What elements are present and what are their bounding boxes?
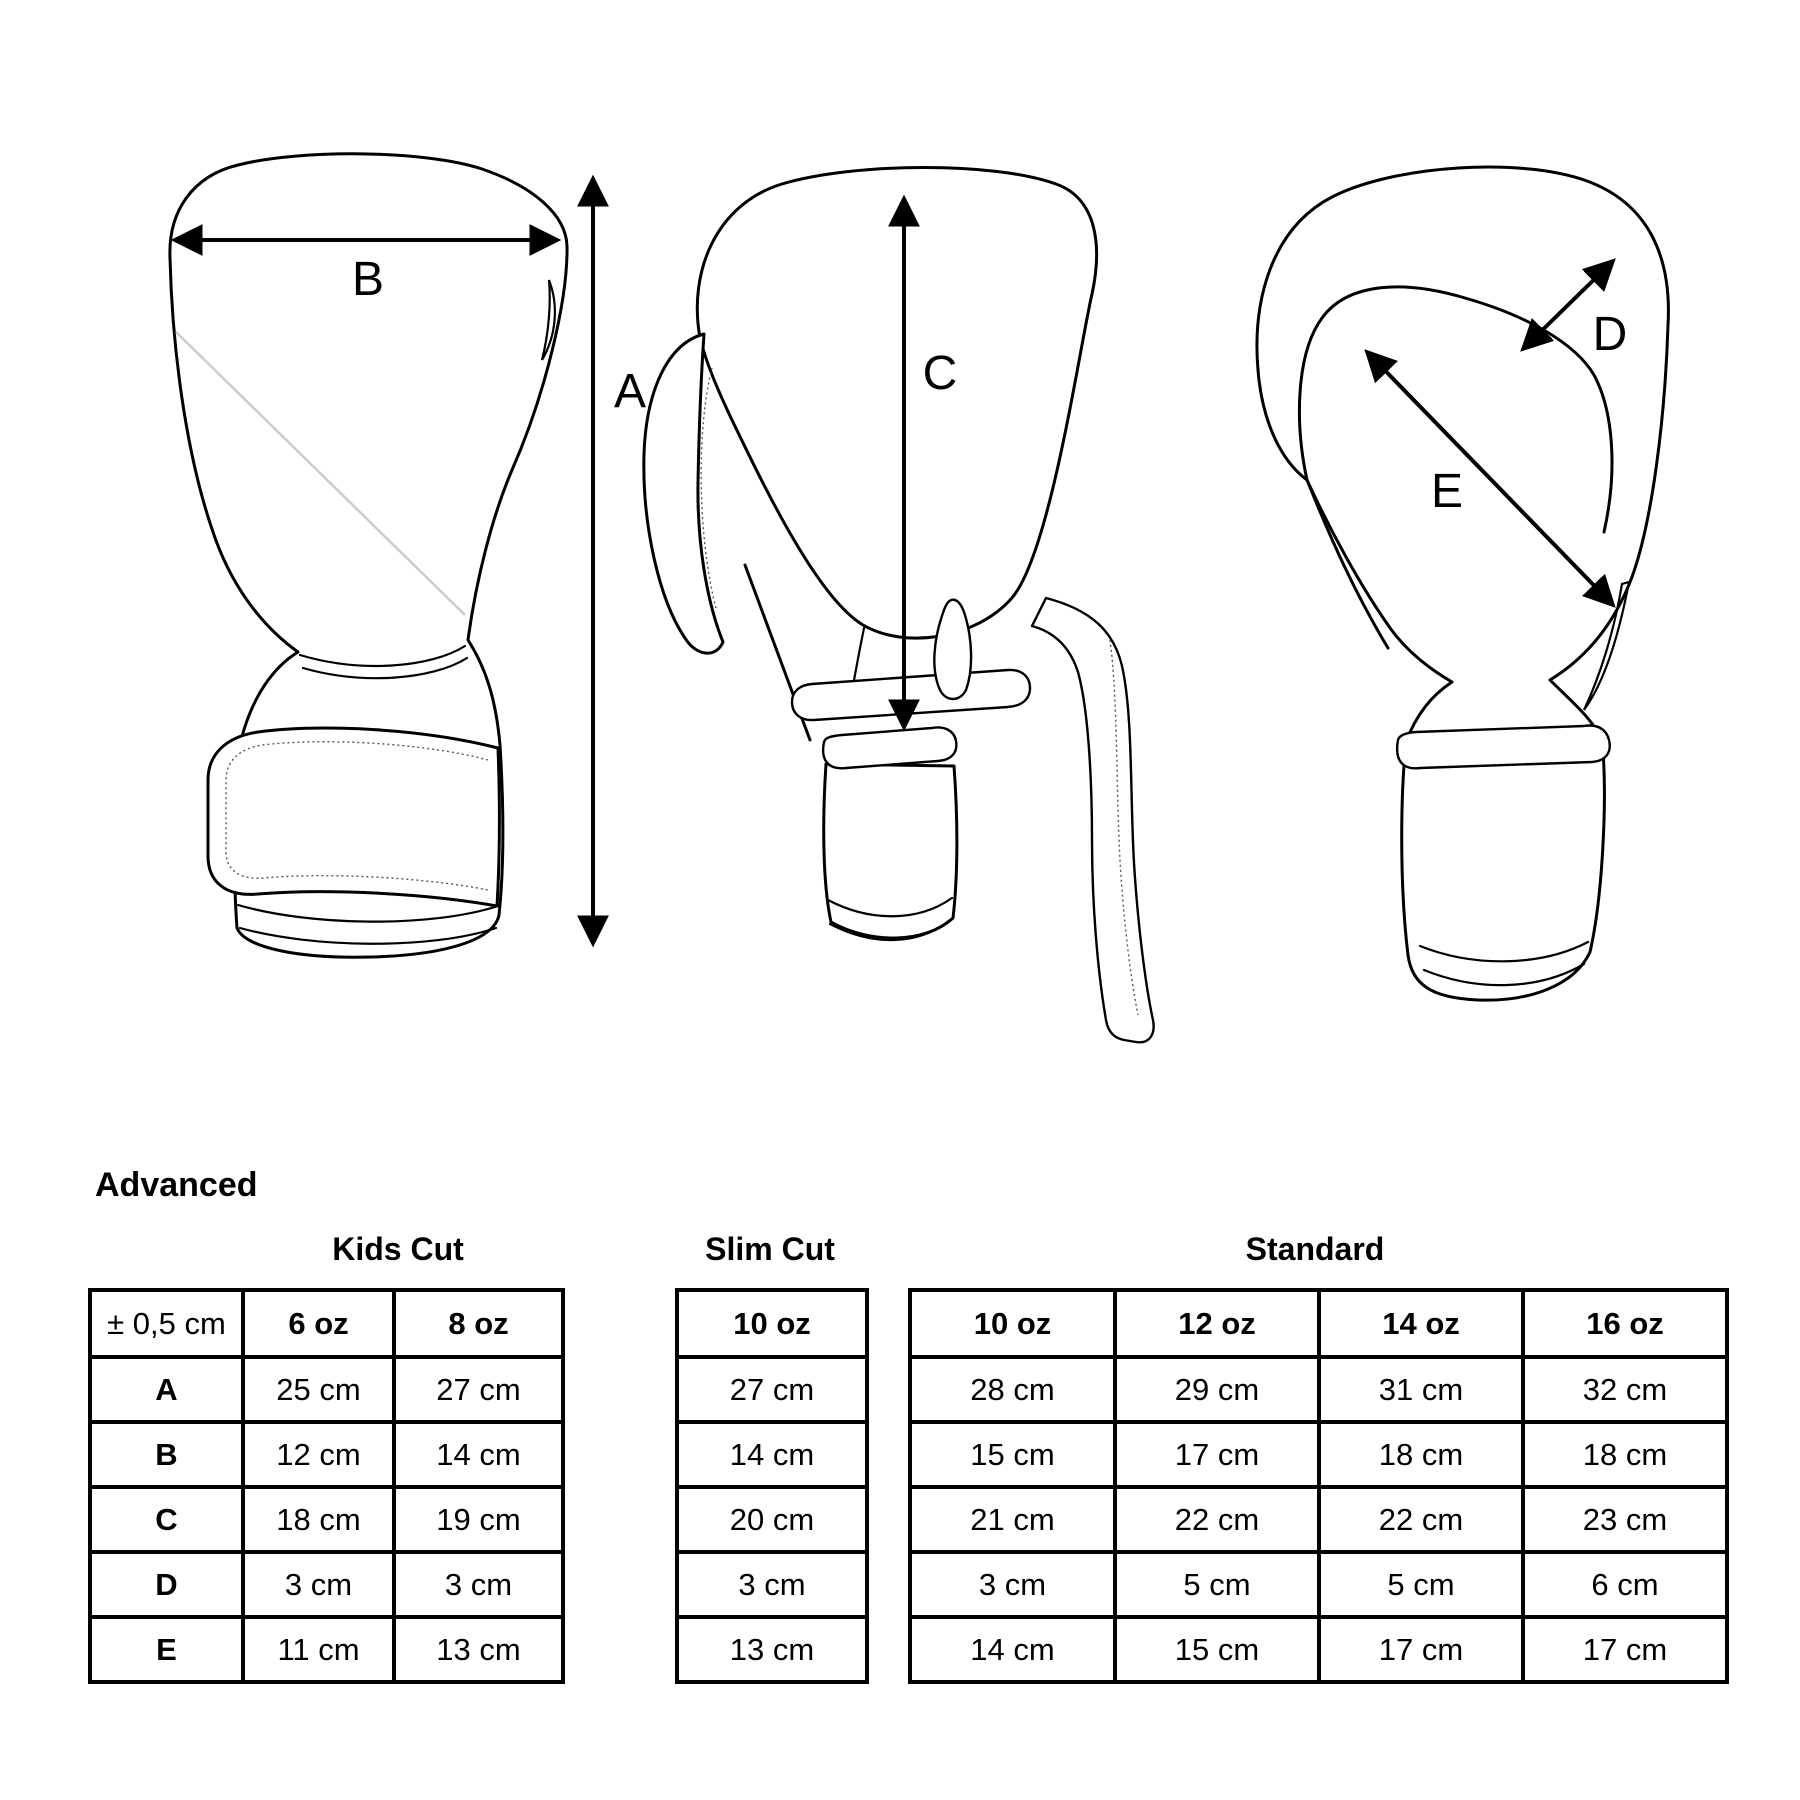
measurement-cell: 28 cm xyxy=(910,1357,1115,1422)
glove-back-cuff-rim xyxy=(1397,726,1610,769)
table-row xyxy=(910,1552,1727,1617)
glove-side-cuff xyxy=(824,764,957,938)
glove-side-punch-face xyxy=(697,167,1096,638)
glove-front-velcro-strap xyxy=(208,728,499,906)
measurement-cell: 22 cm xyxy=(1115,1487,1319,1552)
measurement-cell: 32 cm xyxy=(1523,1357,1727,1422)
group-title-standard: Standard xyxy=(1245,1231,1385,1267)
measurement-cell: 31 cm xyxy=(1319,1357,1523,1422)
table-row xyxy=(910,1290,1727,1357)
table-row xyxy=(90,1617,563,1682)
measurement-cell: 12 cm xyxy=(243,1422,394,1487)
measurement-cell: 25 cm xyxy=(243,1357,394,1422)
table-row xyxy=(910,1617,1727,1682)
measurement-cell: 5 cm xyxy=(1115,1552,1319,1617)
measurement-cell: 27 cm xyxy=(394,1357,563,1422)
group-title-kids-cut: Kids Cut xyxy=(332,1231,464,1267)
glove-side-thumb xyxy=(644,334,723,653)
glove-back-body-outline xyxy=(1257,167,1668,1000)
glove-side-cuff-rim xyxy=(823,728,956,769)
measurement-cell: 13 cm xyxy=(677,1617,867,1682)
dimension-label-d: D xyxy=(1592,308,1628,361)
measurement-cell: 3 cm xyxy=(910,1552,1115,1617)
measurement-cell: 17 cm xyxy=(1523,1617,1727,1682)
size-table-slim-cut xyxy=(675,1288,869,1684)
measurement-cell: 22 cm xyxy=(1319,1487,1523,1552)
table-row xyxy=(90,1552,563,1617)
glove-back-view xyxy=(1257,167,1668,1000)
table-row xyxy=(90,1422,563,1487)
table-row xyxy=(677,1487,867,1552)
measurement-cell: 14 cm xyxy=(394,1422,563,1487)
glove-side-wrist-strap xyxy=(792,670,1030,720)
table-row xyxy=(677,1552,867,1617)
measurement-cell: 15 cm xyxy=(910,1422,1115,1487)
column-header: 12 oz xyxy=(1115,1290,1319,1357)
measurement-cell: 5 cm xyxy=(1319,1552,1523,1617)
table-row xyxy=(677,1617,867,1682)
row-label: D xyxy=(90,1552,243,1617)
measurement-cell: 14 cm xyxy=(910,1617,1115,1682)
column-header: 10 oz xyxy=(910,1290,1115,1357)
size-table-standard xyxy=(908,1288,1729,1684)
measurement-cell: 13 cm xyxy=(394,1617,563,1682)
measurement-cell: 19 cm xyxy=(394,1487,563,1552)
measurement-cell: 18 cm xyxy=(243,1487,394,1552)
glove-side-view xyxy=(644,167,1154,1042)
column-header: 10 oz xyxy=(677,1290,867,1357)
measurement-cell: 20 cm xyxy=(677,1487,867,1552)
column-header: 14 oz xyxy=(1319,1290,1523,1357)
column-header: 6 oz xyxy=(243,1290,394,1357)
measurement-cell: 27 cm xyxy=(677,1357,867,1422)
measurement-cell: 3 cm xyxy=(677,1552,867,1617)
measurement-cell: 3 cm xyxy=(394,1552,563,1617)
row-label: A xyxy=(90,1357,243,1422)
section-title: Advanced xyxy=(95,1166,258,1204)
dimension-label-c: C xyxy=(922,347,958,400)
measurement-cell: 17 cm xyxy=(1115,1422,1319,1487)
size-table-kids-cut xyxy=(88,1288,565,1684)
measurement-cell: 21 cm xyxy=(910,1487,1115,1552)
table-row xyxy=(910,1487,1727,1552)
row-label: E xyxy=(90,1617,243,1682)
table-row xyxy=(677,1357,867,1422)
measurement-cell: 29 cm xyxy=(1115,1357,1319,1422)
tolerance-cell: ± 0,5 cm xyxy=(90,1290,243,1357)
table-row xyxy=(90,1357,563,1422)
table-row xyxy=(90,1290,563,1357)
measurement-cell: 11 cm xyxy=(243,1617,394,1682)
table-row xyxy=(677,1290,867,1357)
table-row xyxy=(677,1422,867,1487)
glove-side-hanging-strap xyxy=(1032,598,1154,1042)
glove-front-view xyxy=(170,154,646,957)
table-row xyxy=(90,1487,563,1552)
table-row xyxy=(910,1422,1727,1487)
column-header: 16 oz xyxy=(1523,1290,1727,1357)
dimension-label-a: A xyxy=(613,365,647,418)
column-header: 8 oz xyxy=(394,1290,563,1357)
table-row xyxy=(910,1357,1727,1422)
measurement-cell: 23 cm xyxy=(1523,1487,1727,1552)
measurement-cell: 15 cm xyxy=(1115,1617,1319,1682)
group-title-slim-cut: Slim Cut xyxy=(705,1231,835,1267)
measurement-cell: 18 cm xyxy=(1319,1422,1523,1487)
dimension-label-b: B xyxy=(351,253,385,306)
measurement-cell: 6 cm xyxy=(1523,1552,1727,1617)
measurement-cell: 17 cm xyxy=(1319,1617,1523,1682)
dimension-label-e: E xyxy=(1430,465,1464,518)
measurement-cell: 3 cm xyxy=(243,1552,394,1617)
row-label: B xyxy=(90,1422,243,1487)
measurement-cell: 14 cm xyxy=(677,1422,867,1487)
measurement-cell: 18 cm xyxy=(1523,1422,1727,1487)
row-label: C xyxy=(90,1487,243,1552)
